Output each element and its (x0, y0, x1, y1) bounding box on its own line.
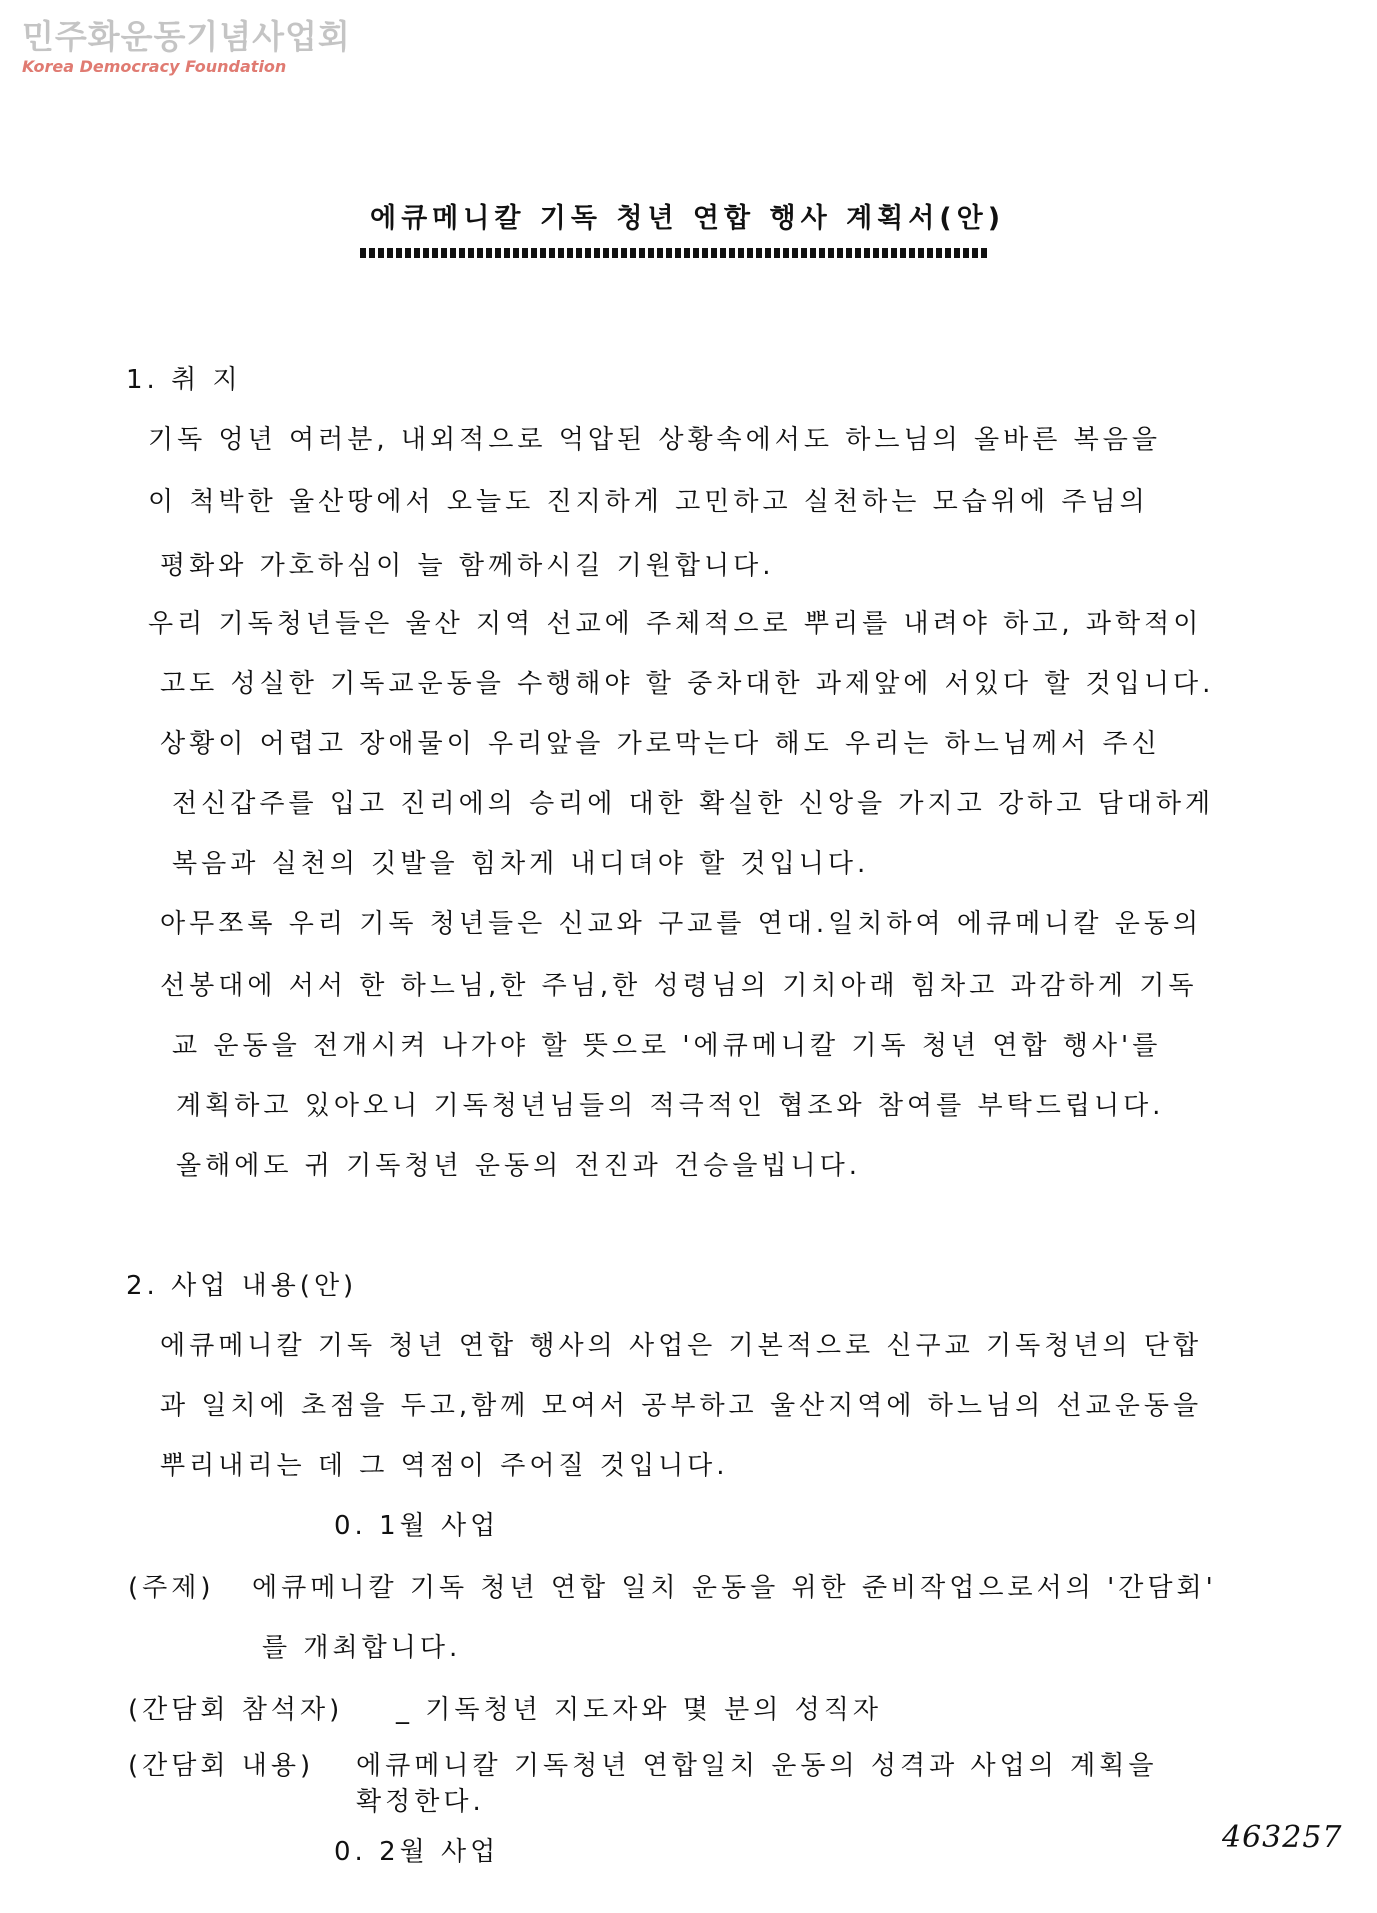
watermark-english: Korea Democracy Foundation (22, 57, 287, 76)
month2-heading: 0. 2월 사업 (334, 1837, 500, 1867)
section2-line: 뿌리내리는 데 그 역점이 주어질 것입니다. (160, 1451, 729, 1481)
content-label: (간담회 내용) (128, 1751, 315, 1781)
section1-line: 기독 엉년 여러분, 내외적으로 억압된 상황속에서도 하느님의 올바른 복음을 (148, 425, 1161, 455)
month1-heading: 0. 1월 사업 (334, 1511, 500, 1541)
section1-line: 복음과 실천의 깃발을 힘차게 내디뎌야 할 것입니다. (172, 849, 870, 879)
section1-line: 전신갑주를 입고 진리에의 승리에 대한 확실한 신앙을 가지고 강하고 담대하게 (172, 789, 1215, 819)
section1-line: 우리 기독청년들은 울산 지역 선교에 주체적으로 뿌리를 내려야 하고, 과학적이 (148, 609, 1203, 639)
attendee-text: _ 기독청년 지도자와 몇 분의 성직자 (396, 1695, 882, 1725)
content-text-cont: 확정한다. (356, 1787, 485, 1817)
section1-line: 평화와 가호하심이 늘 함께하시길 기원합니다. (160, 551, 775, 581)
section2-line: 에큐메니칼 기독 청년 연합 행사의 사업은 기본적으로 신구교 기독청년의 단합 (160, 1331, 1203, 1361)
section2-heading: 2. 사업 내용(안) (126, 1271, 358, 1301)
content-text: 에큐메니칼 기독청년 연합일치 운동의 성격과 사업의 계획을 (356, 1751, 1158, 1781)
theme-text-cont: 를 개최합니다. (262, 1633, 462, 1663)
watermark-logo (22, 18, 351, 78)
section1-line: 계획하고 있아오니 기독청년님들의 적극적인 협조와 참여를 부탁드립니다. (176, 1091, 1165, 1121)
section1-line: 올해에도 귀 기독청년 운동의 전진과 건승을빕니다. (176, 1151, 862, 1181)
watermark-korean: 민주화운동기념사업회 (22, 17, 351, 56)
section2-line: 과 일치에 초점을 두고,함께 모여서 공부하고 울산지역에 하느님의 선교운동을 (160, 1391, 1203, 1421)
section1-line: 교 운동을 전개시켜 나가야 할 뜻으로 '에큐메니칼 기독 청년 연합 행사'를 (172, 1031, 1162, 1061)
theme-text: 에큐메니칼 기독 청년 연합 일치 운동을 위한 준비작업으로서의 '간담회' (252, 1573, 1217, 1603)
section1-line: 상황이 어렵고 장애물이 우리앞을 가로막는다 해도 우리는 하느님께서 주신 (160, 729, 1161, 759)
document-title: 에큐메니칼 기독 청년 연합 행사 계획서(안) (370, 203, 1006, 234)
handwritten-number: 463257 (1222, 1820, 1343, 1855)
title-underline (360, 248, 988, 258)
attendee-label: (간담회 참석자) (128, 1695, 344, 1725)
section1-line: 아무쪼록 우리 기독 청년들은 신교와 구교를 연대.일치하여 에큐메니칼 운동의 (160, 909, 1203, 939)
section1-line: 이 척박한 울산땅에서 오늘도 진지하게 고민하고 실천하는 모습위에 주님의 (148, 487, 1149, 517)
theme-label: (주제) (128, 1573, 215, 1603)
section1-heading: 1. 취 지 (126, 365, 242, 395)
section1-line: 선봉대에 서서 한 하느님,한 주님,한 성령님의 기치아래 힘차고 과감하게 기독 (160, 971, 1198, 1001)
section1-line: 고도 성실한 기독교운동을 수행해야 할 중차대한 과제앞에 서있다 할 것입니다. (160, 669, 1215, 699)
